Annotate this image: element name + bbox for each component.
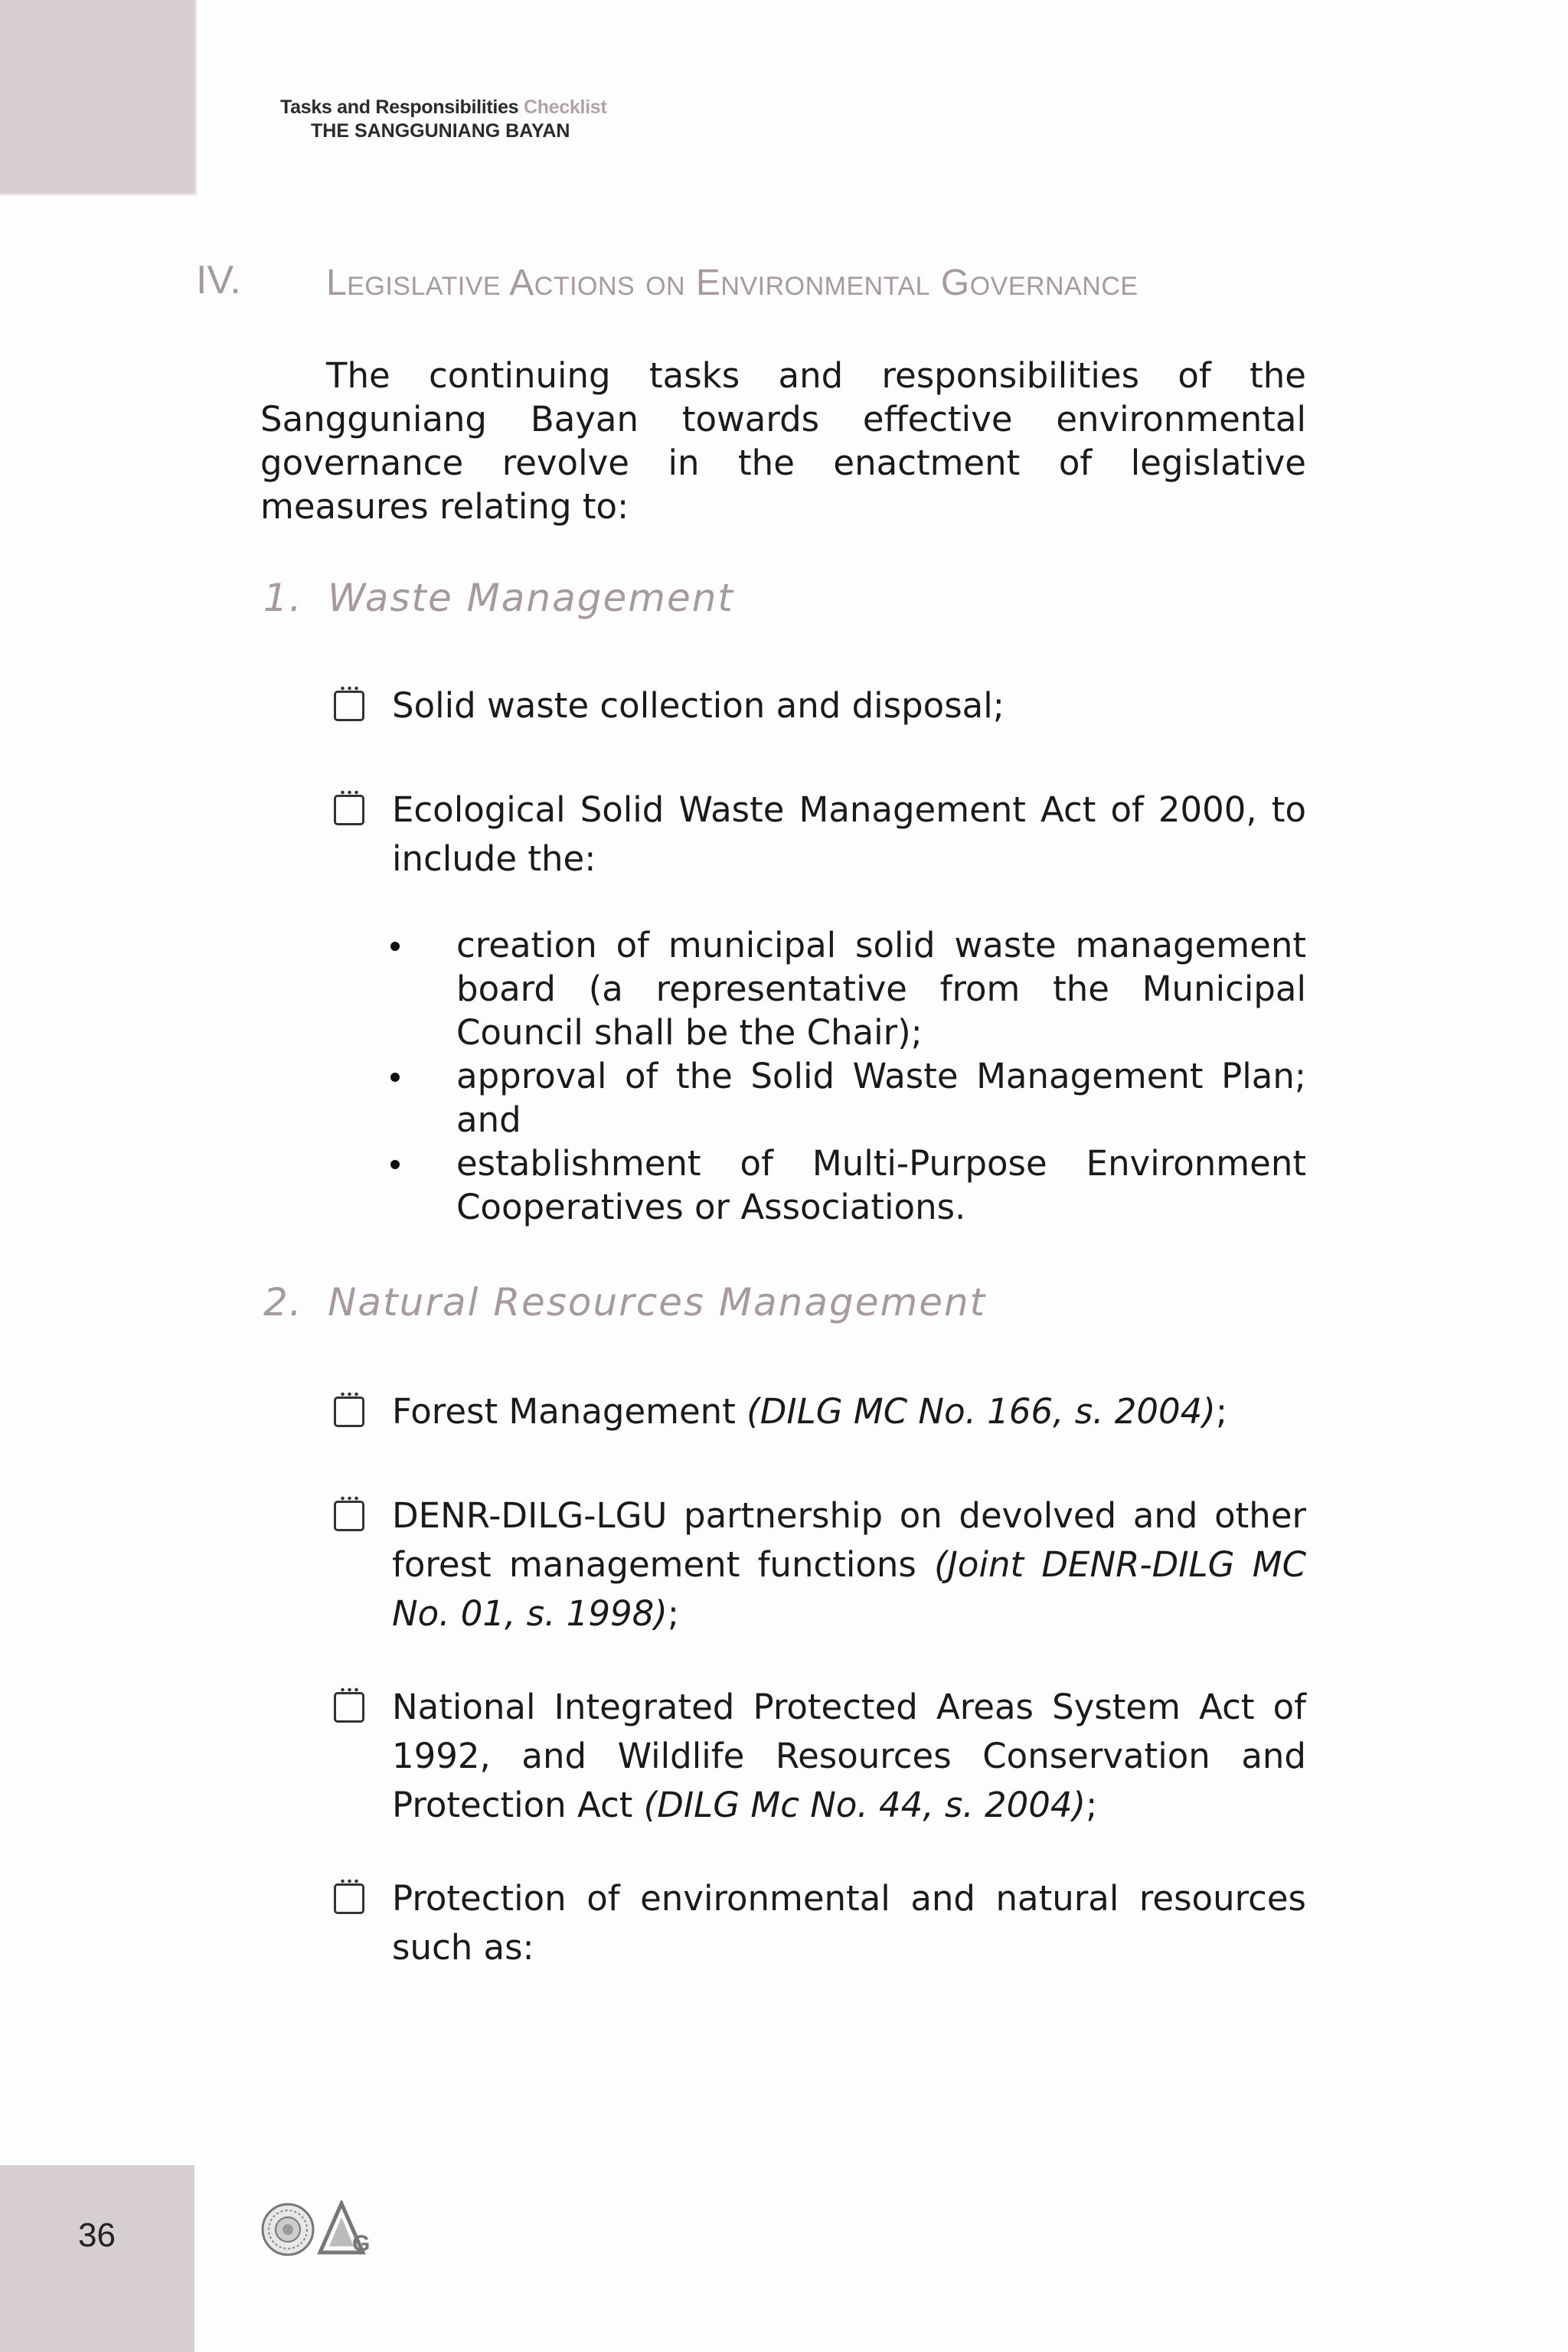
checklist-item-text: Solid waste collection and disposal; — [392, 685, 1004, 726]
checklist-item — [334, 786, 1306, 884]
checklist-item — [334, 1874, 1306, 1972]
header-title-accent: Checklist — [523, 96, 607, 118]
checklist-item-text — [392, 1683, 1306, 1830]
checkbox-icon[interactable] — [334, 1883, 364, 1914]
bullet-icon — [390, 1160, 400, 1169]
intro-paragraph — [260, 354, 1306, 528]
header-title-main: Tasks and Responsibilities — [280, 96, 519, 118]
item-tail: ; — [1086, 1785, 1098, 1825]
bullet-item — [390, 923, 1306, 1054]
subheading-waste-management — [263, 576, 734, 620]
checklist-item-text: Protection of environmental and natural resources such as: — [392, 1878, 1306, 1968]
checkbox-icon[interactable] — [334, 691, 364, 721]
item-text: National Integrated Protected Areas System Act of 1992, and Wildlife Resources Conservation and Protection Act — [392, 1687, 1306, 1825]
item-reference: (Joint DENR-DILG MC No. 01, s. 1998) — [392, 1544, 1306, 1634]
subheading-title: Natural Resources Management — [328, 1280, 987, 1325]
checklist-item-text: Ecological Solid Waste Management Act of 2000, to include the: — [392, 789, 1306, 879]
bullet-text: creation of municipal solid waste management board (a representative from the Municipal Council shall be the Chair); — [456, 925, 1306, 1053]
item-text: DENR-DILG-LGU partnership on devolved and other forest management functions — [392, 1495, 1306, 1585]
item-tail: ; — [1215, 1391, 1228, 1432]
bullet-icon — [390, 1073, 400, 1082]
bullet-text: establishment of Multi-Purpose Environment Cooperatives or Associations. — [456, 1143, 1306, 1227]
footer-box — [0, 2165, 194, 2352]
section-number: IV. — [196, 258, 241, 302]
header-corner-box — [0, 0, 197, 195]
checklist-item — [334, 681, 1306, 730]
subheading-title: Waste Management — [328, 576, 735, 620]
lga-logo-icon — [317, 2200, 375, 2259]
dilg-seal-icon — [260, 2202, 315, 2260]
checkbox-icon[interactable] — [334, 1396, 364, 1427]
intro-text: The continuing tasks and responsibilities of the Sangguniang Bayan towards effective environmental governance revolve in the enactment of legislative measures relating to: — [260, 355, 1306, 527]
subheading-natural-resources — [263, 1280, 986, 1325]
svg-text:G: G — [352, 2231, 371, 2256]
item-reference: (DILG Mc No. 44, s. 2004) — [643, 1785, 1086, 1825]
subheading-number: 2. — [263, 1280, 303, 1325]
running-header-subtitle: THE SANGGUNIANG BAYAN — [311, 120, 570, 142]
bullet-item — [390, 1054, 1306, 1142]
running-header-title — [280, 96, 606, 119]
bullet-icon — [390, 942, 400, 951]
checklist-item — [334, 1683, 1306, 1830]
item-reference: (DILG MC No. 166, s. 2004) — [746, 1391, 1216, 1432]
page-number: 36 — [78, 2216, 116, 2254]
bullet-item — [390, 1142, 1306, 1229]
subheading-number: 1. — [263, 576, 303, 620]
checklist-item-text — [392, 1491, 1306, 1638]
running-header — [280, 96, 606, 142]
checkbox-icon[interactable] — [334, 795, 364, 825]
checkbox-icon[interactable] — [334, 1501, 364, 1531]
item-tail: ; — [667, 1593, 679, 1634]
checklist-item — [334, 1491, 1306, 1638]
bullet-text: approval of the Solid Waste Management Plan; and — [456, 1056, 1306, 1140]
item-text: Forest Management — [392, 1391, 747, 1432]
section-title: Legislative Actions on Environmental Governance — [326, 263, 1138, 303]
checklist-item — [334, 1387, 1306, 1436]
bullet-list — [390, 923, 1306, 1229]
checklist-item-text — [392, 1387, 1306, 1436]
checkbox-icon[interactable] — [334, 1692, 364, 1723]
